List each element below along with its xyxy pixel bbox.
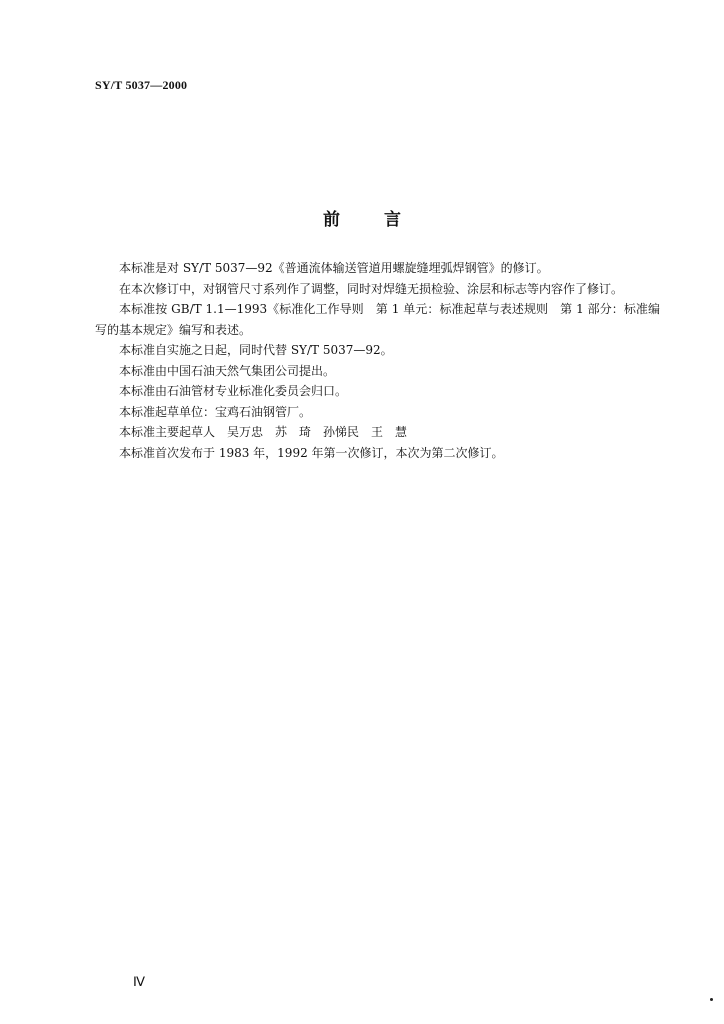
scan-dot-mark xyxy=(710,998,713,1001)
paragraph-revision-of: 本标准是对 SY/T 5037—92《普通流体输送管道用螺旋缝埋弧焊钢管》的修订。 xyxy=(119,261,549,275)
title-char-2: 言 xyxy=(384,210,401,230)
paragraph-drafting-rules: 本标准按 GB/T 1.1—1993《标准化工作导则 第 1 单元：标准起草与表述规则 第 1 部分：标准编写的基本规定》编写和表述。 xyxy=(95,302,660,337)
standard-code-header: SY/T 5037—2000 xyxy=(95,78,188,92)
paragraph-centralized-by: 本标准由石油管材专业标准化委员会归口。 xyxy=(119,384,348,398)
paragraph-replaces: 本标准自实施之日起，同时代替 SY/T 5037—92。 xyxy=(119,343,393,357)
page-title xyxy=(0,205,724,230)
paragraph-history: 本标准首次发布于 1983 年，1992 年第一次修订，本次为第二次修订。 xyxy=(119,445,504,460)
paragraph-revision-content: 在本次修订中，对钢管尺寸系列作了调整，同时对焊缝无损检验、涂层和标志等内容作了修订。 xyxy=(119,281,624,296)
page-number: Ⅳ xyxy=(133,974,145,989)
paragraph-drafters: 本标准主要起草人 吴万忠 苏 琦 孙悌民 王 慧 xyxy=(119,425,408,439)
preface-body xyxy=(95,258,660,463)
paragraph-proposed-by: 本标准由中国石油天然气集团公司提出。 xyxy=(119,363,336,378)
paragraph-drafting-unit: 本标准起草单位：宝鸡石油钢管厂。 xyxy=(119,404,312,419)
title-char-1: 前 xyxy=(323,210,340,230)
